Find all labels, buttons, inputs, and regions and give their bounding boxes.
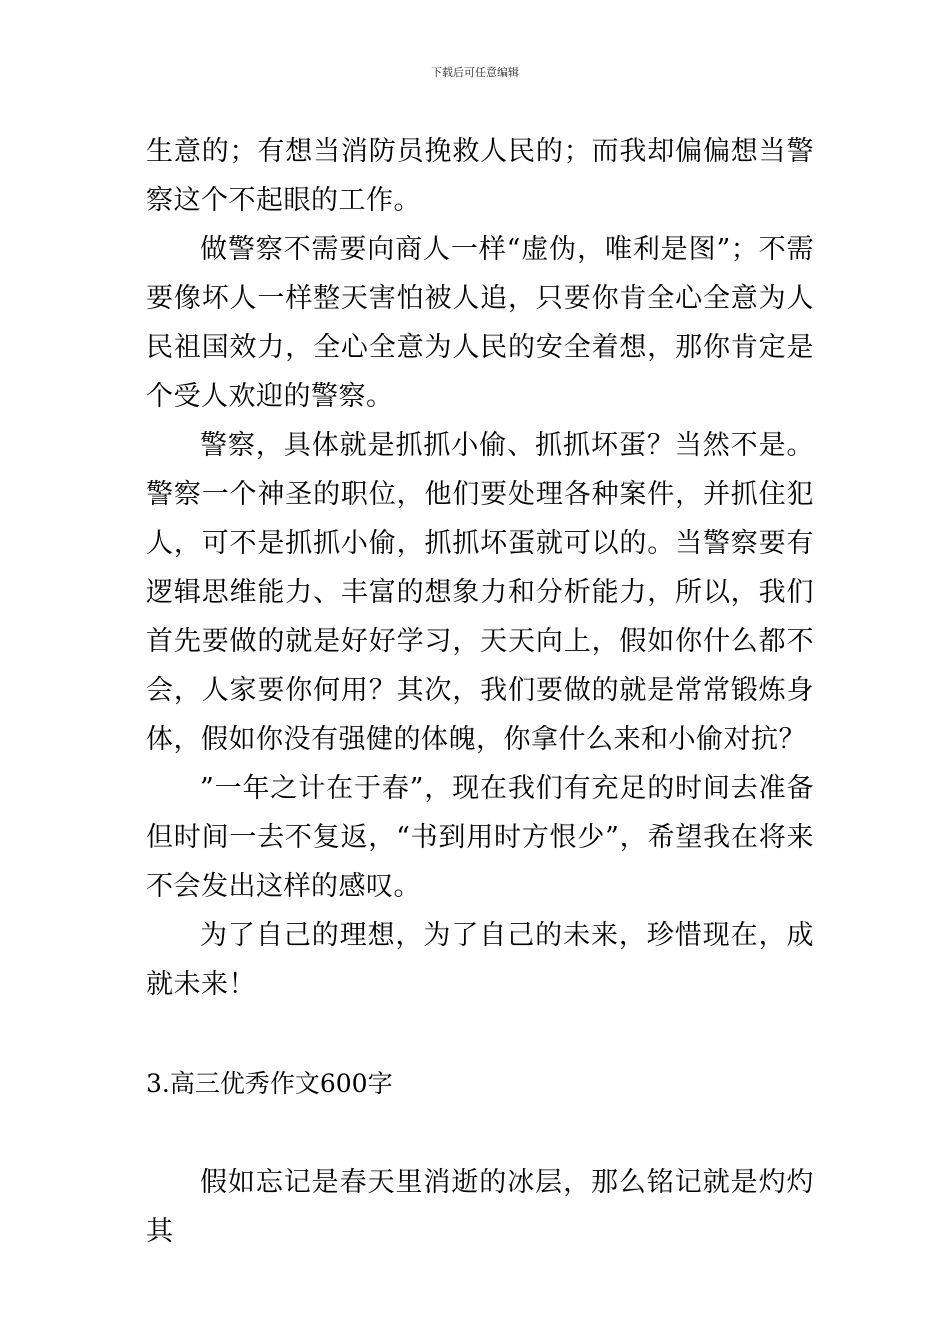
paragraph: 为了自己的理想，为了自己的未来，珍惜现在，成就未来！ — [146, 920, 814, 1000]
paragraph: 警察，具体就是抓抓小偷、抓抓坏蛋？当然不是。警察一个神圣的职位，他们要处理各种案件，并抓住犯人，可不是抓抓小偷，抓抓坏蛋就可以的。当警察要有逻辑思维能力、丰富的想象力和分析能力，所以，我们首先要做的就是好好学习，天天向上，假如你什么都不会，人家要你何用？其次，我们要做的就是常常锻炼身体，假如你没有强健的体魄，你拿什么来和小偷对抗？ — [146, 430, 814, 755]
paragraph: 假如忘记是春天里消逝的冰层，那么铭记就是灼灼其 — [146, 1167, 814, 1247]
document-body — [146, 127, 814, 1256]
paragraph: ”一年之计在于春”，现在我们有充足的时间去准备但时间一去不复返，“书到用时方恨少”，希望我在将来不会发出这样的感叹。 — [146, 773, 814, 902]
page-header: 下载后可任意编辑 — [431, 66, 519, 79]
section-heading: 3.高三优秀作文600字 — [146, 1069, 393, 1098]
paragraph: 生意的；有想当消防员挽救人民的；而我却偏偏想当警察这个不起眼的工作。 — [146, 136, 814, 216]
paragraph: 做警察不需要向商人一样“虚伪，唯利是图”；不需要像坏人一样整天害怕被人追，只要你肯全心全意为人民祖国效力，全心全意为人民的安全着想，那你肯定是个受人欢迎的警察。 — [146, 234, 814, 412]
